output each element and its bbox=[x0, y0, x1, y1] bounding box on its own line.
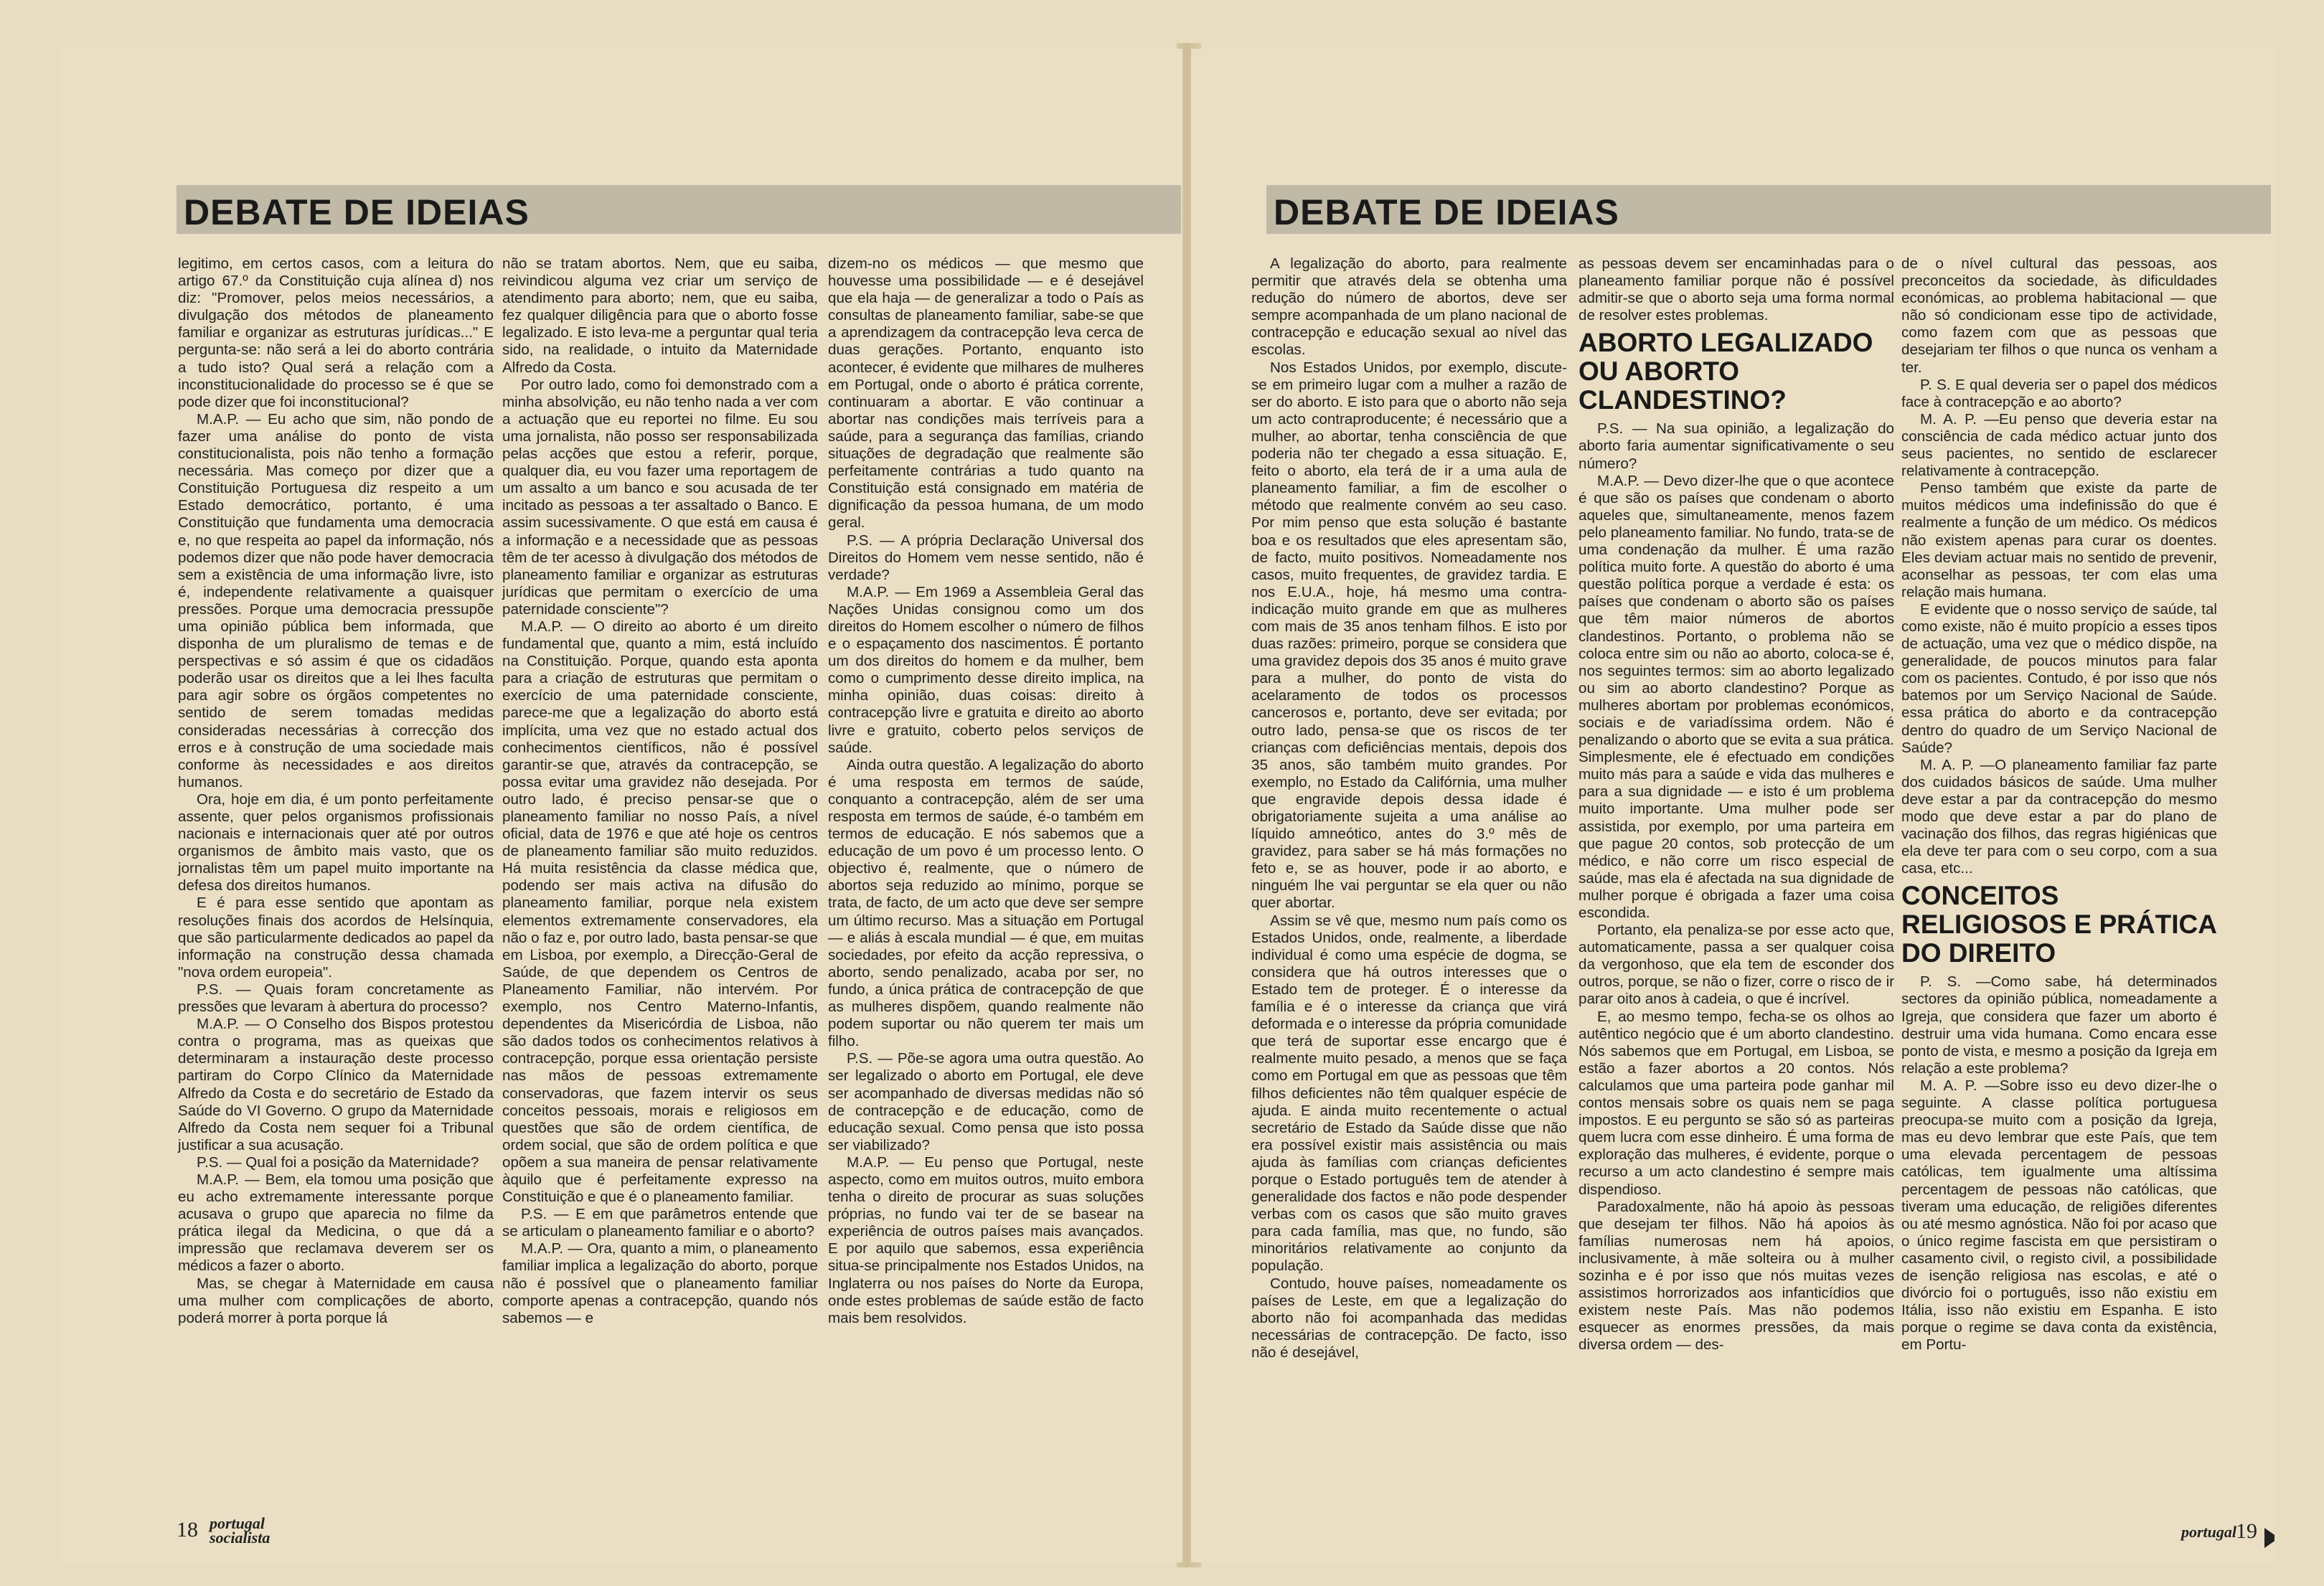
publication-logo: portugal bbox=[2181, 1523, 2237, 1541]
subheading-aborto-legalizado: ABORTO LEGALIZADO OU ABORTO CLANDESTINO? bbox=[1579, 328, 1873, 415]
section-title: DEBATE DE IDEIAS bbox=[184, 192, 530, 232]
paragraph: E evidente que o nosso serviço de saúde, tal como existe, não é muito propício a esses tipos de actuação, uma vez que o médico dispõe, na generalidade, de poucos minutos para falar com os pacientes. Contudo, é por isso que nós batemos por um Serviço Nacional de Saúde. essa prática do aborto e da contracepção dentro do quadro de um Serviço Nacional de Saúde? bbox=[1901, 600, 2217, 756]
paragraph: P.S. — A própria Declaração Universal dos Direitos do Homem vem nesse sentido, não é verdade? bbox=[828, 532, 1144, 583]
paragraph: as pessoas devem ser encaminhadas para o planeamento familiar porque não é possível admitir-se que o aborto seja uma forma normal de resolver estes problemas. bbox=[1579, 255, 1894, 324]
paragraph: Penso também que existe da parte de muitos médicos uma indefinissão do que é realmente a função de um médico. Os médicos não existem apenas para curar os doentes. Eles deviam actuar mais no sentido de prevenir, aconselhar as pessoas, ter com elas uma relação mais humana. bbox=[1901, 480, 2217, 600]
paragraph: P.S. — Quais foram concretamente as pressões que levaram à abertura do processo? bbox=[178, 981, 494, 1016]
article-column-3 bbox=[828, 255, 1144, 1327]
paragraph: Paradoxalmente, não há apoio às pessoas que desejam ter filhos. Não há apoios às famílias numerosas nem há apoios, inclusivamente, à mãe solteira ou à mulher sozinha e é por isso que nós muitas vezes assistimos horrorizados aos infanticídios que existem neste País. Mas não podemos esquecer as enormes pressões, da mais diversa ordem — des- bbox=[1579, 1198, 1894, 1354]
paragraph: M. A. P. —Sobre isso eu devo dizer-lhe o seguinte. A classe política portuguesa preocupa-se muito com a posição da Igreja, mas eu devo lembrar que este País, que tem uma elevada percentagem de pessoas católicas, tem igualmente uma altíssima percentagem de pessoas não católicas, que tiveram uma educação, de religiões diferentes ou até mesmo agnóstica. Não foi por acaso que o único regime fascista em que persistiram o casamento civil, o registo civil, a possibilidade de isenção religiosa nas escolas, e até o divórcio foi o português, isso não existiu em Itália, isso não existiu em Espanha. E isto porque o regime se dava conta da existência, em Portu- bbox=[1901, 1077, 2217, 1354]
subheading-conceitos-religiosos: CONCEITOS RELIGIOSOS E PRÁTICA DO DIREITO bbox=[1901, 881, 2216, 968]
paragraph: P.S. — E em que parâmetros entende que se articulam o planeamento familiar e o aborto? bbox=[502, 1206, 818, 1240]
paragraph: A legalização do aborto, para realmente permitir que através dela se obtenha uma redução do número de abortos, deve ser sempre acompanhada de um plano nacional de contracepção e educação sexual ao nível das escolas. bbox=[1251, 255, 1567, 359]
logo-line-2: socialista bbox=[210, 1529, 270, 1547]
paragraph: M. A. P. —Eu penso que deveria estar na consciência de cada médico actuar junto dos seus pacientes, no sentido de esclarecer relativamente à contracepção. bbox=[1901, 410, 2217, 480]
logo-line-1: portugal bbox=[210, 1514, 265, 1532]
paragraph: Ora, hoje em dia, é um ponto perfeitamente assente, quer pelos organismos profissionais nacionais e internacionais quer até por outros organismos de âmbito mais vasto, que os jornalistas têm um papel muito importante na defesa dos direitos humanos. bbox=[178, 790, 494, 895]
paragraph: M.A.P. — O direito ao aborto é um direito fundamental que, quanto a mim, está incluído na Constituição. Porque, quando esta aponta para a criação de estruturas que permitam o exercício de uma paternidade consciente, parece-me que a legalização do aborto está implícita, uma vez que no estado actual dos conhecimentos científicos, não é possível garantir-se que, através da contracepção, se possa evitar uma gravidez não desejada. Por outro lado, é preciso pensar-se que o planeamento familiar no nosso País, a nível oficial, data de 1976 e que até hoje os centros de planeamento familiar são muito reduzidos. Há muita resistência da classe médica que, podendo ser mais activa na difusão do planeamento familiar, porque nela existem elementos extremamente conservadores, ela não o faz e, por outro lado, basta pensar-se que em Lisboa, por exemplo, a Direcção-Geral de Saúde, de que dependem os Centros de Planeamento Familiar, não intervém. Por exemplo, nos Centro Materno-Infantis, dependentes da Misericórdia de Lisboa, não são dados todos os conhecimentos relativos à contracepção, porque essa orientação persiste nas mãos de pessoas extremamente conservadoras, que fazem intervir os seus conceitos pessoais, morais e religiosos em questões que são de ordem científica, de ordem social, que são de ordem política e que opõem a sua maneira de pensar relativamente àquilo que é perfeitamente expresso na Constituição e que é o planeamento familiar. bbox=[502, 618, 818, 1206]
paragraph: M.A.P. — O Conselho dos Bispos protestou contra o programa, mas as queixas que determinaram a instauração deste processo partiram do Corpo Clínico da Maternidade Alfredo da Costa e do secretário de Estado da Saúde do VI Governo. O grupo da Maternidade Alfredo da Costa nem sequer foi a Tribunal justificar a sua acusação. bbox=[178, 1016, 494, 1153]
continue-arrow-icon bbox=[2264, 1528, 2274, 1548]
left-page bbox=[62, 49, 1182, 1562]
paragraph: E, ao mesmo tempo, fecha-se os olhos ao autêntico negócio que é um aborto clandestino. Nós sabemos que em Portugal, em Lisboa, se estão a fazer abortos a 20 contos. Nós calculamos que uma parteira pode ganhar mil contos mensais sobre os quais nem se paga impostos. E eu pergunto se são só as parteiras quem lucra com esse dinheiro. É uma forma de exploração das mulheres, é evidente, porque o recurso a um acto clandestino é sempre mais dispendioso. bbox=[1579, 1008, 1894, 1198]
paragraph: Nos Estados Unidos, por exemplo, discute-se em primeiro lugar com a mulher a razão de ser do aborto. E isto para que o aborto não seja um acto contraproducente; é necessário que a mulher, ao abortar, tenha consciência de que poderia não ter chegado a essa situação. E, feito o aborto, ela terá de ir a uma aula de planeamento familiar, a fim de escolher o método que realmente convém ao seu caso. Por mim penso que esta solução é bastante boa e os resultados que eles apresentam são, de facto, muito positivos. Nomeadamente nos casos, muito frequentes, de gravidez tardia. E nos E.U.A., hoje, há mesmo uma contra-indicação muito grande em que as mulheres com mais de 35 anos tenham filhos. E isto por duas razões: primeiro, porque se considera que uma gravidez depois dos 35 anos é muito grave para a mulher, do ponto de vista do acelaramento de todos os processos cancerosos e, portanto, deve ser evitada; por outro lado, pensa-se que os riscos de ter crianças com deficiências mentais, depois dos 35 anos, são também muito grandes. Por exemplo, no Estado da Califórnia, uma mulher que engravide depois dessa idade é obrigatoriamente sujeita a uma análise ao líquido amneótico, antes do 3.º mês de gravidez, para saber se há más formações no feto e, se as houver, pode ir ao aborto, e ninguém lhe vai perguntar se ela quer ou não quer abortar. bbox=[1251, 359, 1567, 912]
paragraph: Por outro lado, como foi demonstrado com a minha absolvição, eu não tenho nada a ver com a actuação que eu reportei no filme. Eu sou uma jornalista, não posso ser responsabilizada pelas acções que estou a referir, porque, qualquer dia, eu vou fazer uma reportagem de um assalto a um banco e sou acusada de ter incitado as pessoas a ter assaltado o Banco. E assim sucessivamente. O que está em causa é a informação e a necessidade que as pessoas têm de ter acesso à divulgação dos métodos de planeamento familiar e organizar as estruturas jurídicas que permitam o exercício de uma paternidade consciente"? bbox=[502, 376, 818, 618]
paragraph: Contudo, houve países, nomeadamente os países de Leste, em que a legalização do aborto não foi acompanhada das medidas necessárias de contracepção. De facto, isso não é desejável, bbox=[1251, 1275, 1567, 1361]
section-header-right bbox=[1266, 185, 2271, 234]
article-column-5 bbox=[1579, 255, 1894, 1354]
paragraph: M.A.P. — Bem, ela tomou uma posição que eu acho extremamente interessante porque acusava o grupo que aparecia no filme da prática ilegal da Medicina, o que dá a impressão que reclamava deverem ser os médicos a fazer o aborto. bbox=[178, 1171, 494, 1275]
paragraph: P.S. — Qual foi a posição da Maternidade? bbox=[197, 1153, 479, 1171]
paragraph: M.A.P. — Eu penso que Portugal, neste aspecto, como em muitos outros, muito embora tenha o direito de procurar as suas soluções próprias, no fundo vai ter de se basear na experiência de outros países mais avançados. E por aquilo que sabemos, essa experiência situa-se principalmente nos Estados Unidos, na Inglaterra ou nos países do Norte da Europa, onde estes problemas de saúde estão de facto mais bem resolvidos. bbox=[828, 1153, 1144, 1326]
paragraph: P. S. E qual deveria ser o papel dos médicos face à contracepção e ao aborto? bbox=[1901, 376, 2217, 410]
article-column-6 bbox=[1901, 255, 2217, 1354]
section-header-left bbox=[177, 185, 1181, 234]
paragraph: Assim se vê que, mesmo num país como os Estados Unidos, onde, realmente, a liberdade individual é como uma espécie de dogma, se considera que há outros interesses que o Estado tem de proteger. É o interesse da família e é o interesse da criança que virá deformada e o interesse da própria comunidade que terá de suportar esse encargo que é realmente muito pesado, a menos que se faça como em Portugal em que as pessoas que têm filhos deficientes não têm qualquer espécie de ajuda. E ainda muito recentemente o actual secretário de Estado da Saúde disse que não era possível existir mais assistência ou mais ajuda às famílias com crianças deficientes porque o Estado português tem de atender à generalidade dos factos e não pode despender verbas com os casos que são muito graves para cada família, mas que, no fundo, são minoritários relativamente ao conjunto da população. bbox=[1251, 912, 1567, 1275]
paragraph: de o nível cultural das pessoas, aos preconceitos da sociedade, às dificuldades económicas, ao problema habitacional — que não só condicionam esse tipo de actividade, como fazem com que as pessoas que desejariam ter filhos o que nunca os venham a ter. bbox=[1901, 255, 2217, 376]
page-number: 19 bbox=[2236, 1519, 2257, 1543]
paragraph: legitimo, em certos casos, com a leitura do artigo 67.º da Constituição cuja alínea d) nos diz: "Promover, pelos meios necessários, a divulgação dos métodos de planeamento familiar e organizar as estruturas jurídicas..." E pergunta-se: não será a lei do aborto contrária a tudo isto? Qual será a relação com a inconstitucionalidade do processo se é que se pode dizer que foi inconstitucional? bbox=[178, 255, 494, 410]
paragraph: P. S. —Como sabe, há determinados sectores da opinião pública, nomeadamente a Igreja, que considera que fazer um aborto é destruir uma vida humana. Como encara esse ponto de vista, e mesmo a posição da Igreja em relação a este problema? bbox=[1901, 973, 2217, 1077]
article-column-4 bbox=[1251, 255, 1567, 1361]
paragraph: M.A.P. — Ora, quanto a mim, o planeamento familiar implica a legalização do aborto, porque não é possível que o planeamento familiar comporte apenas a contracepção, quando nós sabemos — e bbox=[502, 1240, 818, 1326]
paragraph: não se tratam abortos. Nem, que eu saiba, reivindicou alguma vez criar um serviço de atendimento para aborto; nem, que eu saiba, fez qualquer diligência para que o aborto fosse legalizado. E isto leva-me a perguntar qual teria sido, na realidade, o intuito da Maternidade Alfredo da Costa. bbox=[502, 255, 818, 376]
paragraph: M.A.P. — Devo dizer-lhe que o que acontece é que são os países que condenam o aborto aqueles que, simultaneamente, menos fazem pelo planeamento familiar. No fundo, trata-se de uma condenação da mulher. É uma razão política muito forte. A questão do aborto é uma questão política porque a verdade é esta: os países que condenam o aborto são os países que têm maior números de abortos clandestinos. Portanto, o problema não se coloca entre sim ou não ao aborto, coloca-se é, nos seguintes termos: sim ao aborto legalizado ou sim ao aborto clandestino? Porque as mulheres abortam por problemas económicos, sociais e de variadíssima ordem. Não é penalizando o aborto que se evita a sua prática. Simplesmente, ele é efectuado em condições muito más para a saúde e vida das mulheres e para a sua dignidade — e isto é um problema muito importante. Uma mulher pode ser assistida, por exemplo, por uma parteira em que pague 20 contos, sob protecção de um médico, e não corre um risco especial de saúde, mas ela é afectada na sua dignidade de mulher porque é obrigada a fazer uma coisa escondida. bbox=[1579, 472, 1894, 921]
paragraph: P.S. — Na sua opinião, a legalização do aborto faria aumentar significativamente o seu número? bbox=[1579, 420, 1894, 472]
paragraph: Mas, se chegar à Maternidade em causa uma mulher com complicações de aborto, poderá morrer à porta porque lá bbox=[178, 1275, 494, 1326]
article-column-2 bbox=[502, 255, 818, 1327]
article-column-1 bbox=[178, 255, 494, 1327]
paragraph: Ainda outra questão. A legalização do aborto é uma resposta em termos de saúde, conquanto a contracepção, além de ser uma resposta em termos de saúde, é-o também em termos de educação. E nós sabemos que a educação de um povo é um processo lento. O objectivo é, realmente, que o número de abortos seja reduzido ao mínimo, porque se trata, de facto, de um acto que deve ser sempre um último recurso. Mas a situação em Portugal — e aliás à escala mundial — é que, em muitas sociedades, por efeito da acção repressiva, o aborto, sendo penalizado, acaba por ser, no fundo, a única prática de contracepção de que as mulheres dispõem, quando realmente não podem suportar ou não querem ter mais um filho. bbox=[828, 756, 1144, 1050]
paragraph: M.A.P. — Eu acho que sim, não pondo de fazer uma análise do ponto de vista constitucionalista, pois não tenho a formação necessária. Mas começo por dizer que a Constituição Portuguesa diz respeito a um Estado democrático, portanto, é uma Constituição que fundamenta uma democracia e, no que respeita ao papel da informação, nós podemos dizer que não pode haver democracia sem a existência de uma informação livre, isto é, independente relativamente a quaisquer pressões. Porque uma democracia pressupõe uma opinião pública bem informada, que disponha de um pluralismo de temas e de perspectivas e só assim é que os cidadãos poderão usar os direitos que a lei lhes faculta para agir sobre os órgãos competentes no sentido de serem tomadas medidas consideradas necessárias à correcção dos erros e à construção de uma sociedade mais conforme às necessidades e aos direitos humanos. bbox=[178, 410, 494, 790]
paragraph: P.S. — Põe-se agora uma outra questão. Ao ser legalizado o aborto em Portugal, ele deve ser acompanhado de diversas medidas não só de contracepção e de educação, como de educação sexual. Como pensa que isto possa ser viabilizado? bbox=[828, 1050, 1144, 1153]
paragraph: dizem-no os médicos — que mesmo que houvesse uma possibilidade — e é desejável que ela haja — de generalizar a todo o País as consultas de planeamento familiar, sabe-se que a aprendizagem da contracepção leva cerca de duas gerações. Portanto, enquanto isto acontecer, é evidente que milhares de mulheres em Portugal, onde o aborto é prática corrente, continuaram a abortar. E vão continuar a abortar nas condições mais terríveis para a saúde, para a segurança das famílias, criando situações de degradação que realmente são perfeitamente contrárias a tudo quanto na Constituição está consignado em matéria de dignificação da pessoa humana, de um modo geral. bbox=[828, 255, 1144, 532]
page-number: 18 bbox=[177, 1518, 198, 1542]
paragraph: M. A. P. —O planeamento familiar faz parte dos cuidados básicos de saúde. Uma mulher deve estar a par da contracepção do mesmo modo que deve estar a par do plano de vacinação dos filhos, das regras higiénicas que ela deve ter para com o seu corpo, com a sua casa, etc... bbox=[1901, 756, 2217, 877]
section-title: DEBATE DE IDEIAS bbox=[1274, 192, 1619, 232]
paragraph: Portanto, ela penaliza-se por esse acto que, automaticamente, passa a ser qualquer coisa da vergonhoso, que ela tem de esconder dos outros, porque, se não o fizer, corre o risco de ir parar oito anos à cadeia, o que é incrível. bbox=[1579, 922, 1894, 1008]
right-page bbox=[1191, 49, 2274, 1562]
paragraph: E é para esse sentido que apontam as resoluções finais dos acordos de Helsínquia, que são particularmente dedicados ao papel da informação na construção dessa chamada "nova ordem europeia". bbox=[178, 895, 494, 981]
paragraph: M.A.P. — Em 1969 a Assembleia Geral das Nações Unidas consignou como um dos direitos do Homem escolher o número de filhos e o espaçamento dos nascimentos. É portanto um dos direitos do homem e da mulher, bem como o cumprimento desse direito implica, na minha opinião, duas coisas: direito à contracepção livre e gratuita e direito ao aborto livre e gratuito, coberto pelos serviços de saúde. bbox=[828, 583, 1144, 756]
publication-logo bbox=[210, 1516, 270, 1545]
